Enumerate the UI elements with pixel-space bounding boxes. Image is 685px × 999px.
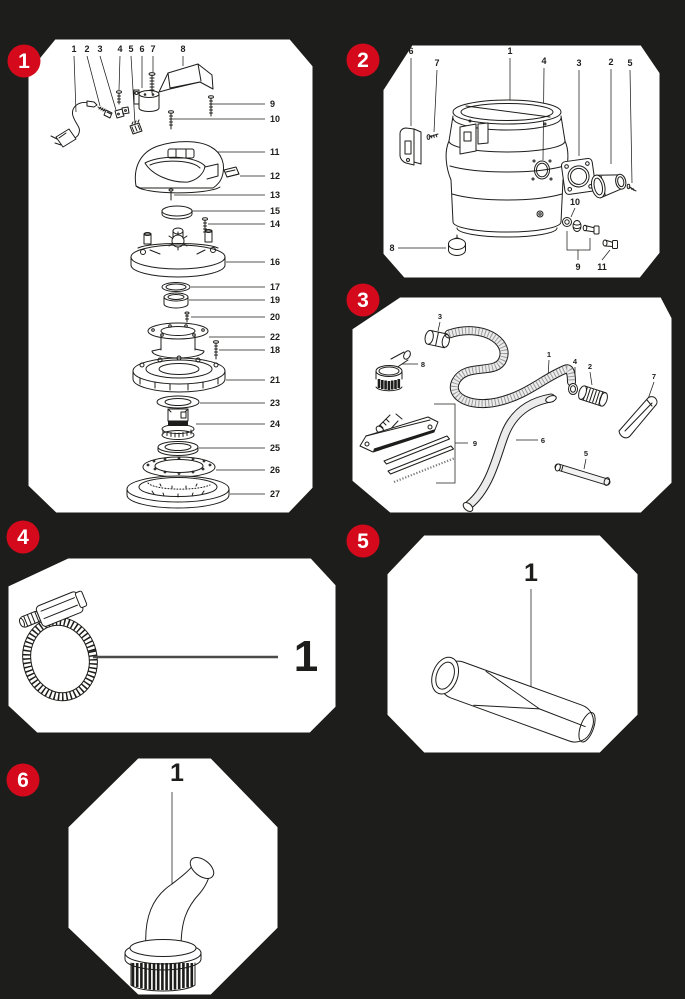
panel-2 [383, 45, 660, 278]
callout: 1 [293, 632, 319, 681]
section-3 [347, 284, 673, 514]
callout: 16 [270, 257, 281, 267]
badge-3-number: 3 [357, 289, 369, 312]
callout: 5 [627, 58, 633, 68]
callout: 1 [546, 350, 552, 359]
badge-6-number: 6 [17, 769, 29, 792]
callout: 4 [572, 357, 578, 366]
callout: 21 [270, 375, 281, 385]
callout: 23 [270, 398, 281, 408]
callout: 4 [117, 44, 123, 54]
callout: 24 [270, 419, 281, 429]
callout: 18 [270, 345, 281, 355]
badge-1-number: 1 [18, 50, 30, 73]
callout: 2 [608, 57, 614, 67]
callout: 3 [576, 58, 582, 68]
callout: 19 [270, 295, 281, 305]
section-2 [347, 44, 661, 279]
hose-ring-4-drawing [569, 384, 578, 395]
callout: 9 [575, 262, 581, 272]
badge-2-number: 2 [357, 49, 369, 72]
inlet-plate-3-drawing [561, 158, 596, 195]
section-1 [8, 39, 314, 513]
callout: 3 [97, 44, 103, 54]
callout: 11 [270, 147, 280, 157]
callout: 11 [597, 262, 607, 272]
callout: 6 [408, 46, 414, 56]
callout: 4 [541, 56, 547, 66]
callout: 9 [472, 439, 478, 448]
callout: 7 [651, 372, 657, 381]
callout: 17 [270, 282, 281, 292]
callout: 6 [540, 436, 546, 445]
callout: 10 [270, 114, 281, 124]
callout: 12 [270, 171, 281, 181]
callout: 13 [270, 190, 281, 200]
callout: 2 [587, 362, 593, 371]
callout: 20 [270, 312, 281, 322]
callout: 6 [139, 44, 145, 54]
callout: 7 [434, 58, 440, 68]
ring-26-drawing [143, 457, 215, 477]
callout: 5 [583, 449, 589, 458]
callout: 8 [389, 243, 395, 253]
callout: 25 [270, 443, 281, 453]
callout: 26 [270, 465, 281, 475]
callout: 1 [170, 759, 184, 787]
callout: 27 [270, 489, 281, 499]
callout: 1 [524, 559, 538, 587]
callout: 5 [128, 44, 134, 54]
callout: 1 [71, 44, 77, 54]
callout: 15 [270, 206, 281, 216]
callout: 3 [437, 312, 443, 321]
badge-5-number: 5 [357, 530, 369, 553]
callout: 14 [270, 219, 281, 229]
callout: 7 [150, 44, 156, 54]
callout: 10 [569, 197, 581, 207]
callout: 8 [420, 360, 426, 369]
callout: 1 [507, 46, 513, 56]
callout: 9 [270, 99, 276, 109]
badge-4-number: 4 [17, 526, 29, 549]
callout: 2 [84, 44, 90, 54]
callout: 8 [180, 44, 186, 54]
callout: 22 [270, 332, 281, 342]
